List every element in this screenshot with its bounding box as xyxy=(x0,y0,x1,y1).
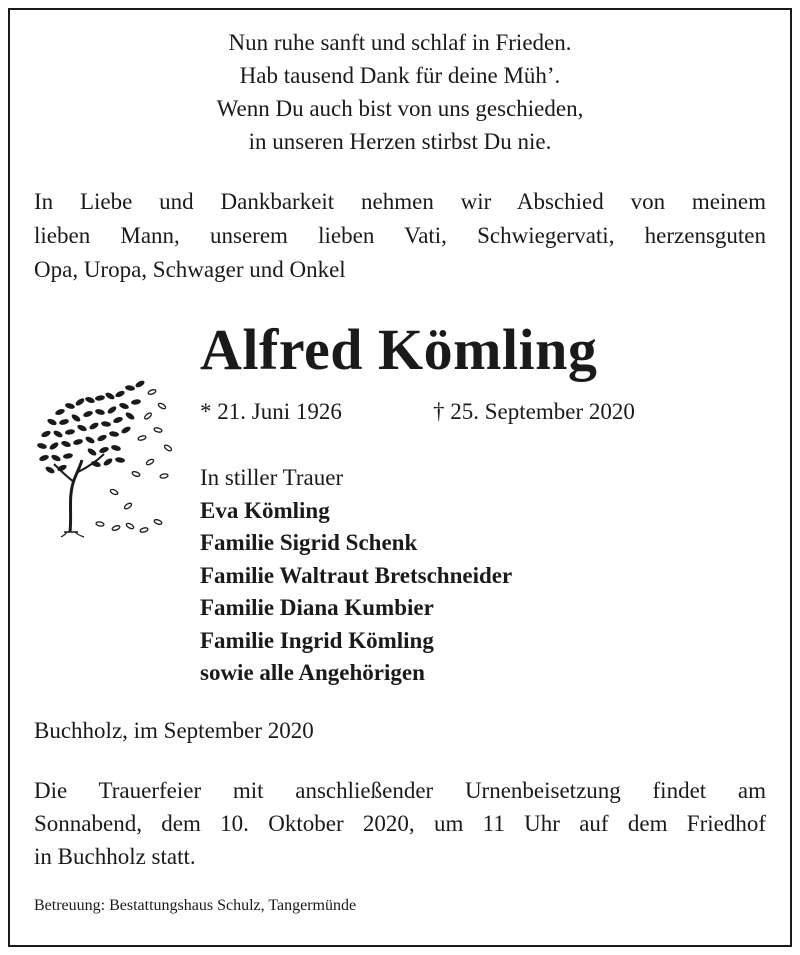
deceased-name: Alfred Kömling xyxy=(200,317,598,382)
mourner-name: Familie Ingrid Kömling xyxy=(200,627,434,653)
poem-line: in unseren Herzen stirbst Du nie. xyxy=(248,129,552,154)
funeral-service-info xyxy=(34,774,766,873)
poem-line: Hab tausend Dank für deine Müh’. xyxy=(239,63,561,88)
service-line: Sonnabend, dem 10. Oktober 2020, um 11 Uhr auf dem Friedhof xyxy=(34,811,766,836)
mourner-name: Eva Kömling xyxy=(200,497,330,523)
service-line: Die Trauerfeier mit anschließender Urnenbeisetzung findet am xyxy=(34,778,766,803)
intro-line: In Liebe und Dankbarkeit nehmen wir Abschied von meinem xyxy=(34,189,766,214)
intro-line: Opa, Uropa, Schwager und Onkel xyxy=(34,257,346,282)
mourner-name: Familie Sigrid Schenk xyxy=(200,530,418,555)
tree-with-falling-leaves-icon xyxy=(30,372,180,542)
mourner-name: sowie alle Angehörigen xyxy=(200,660,425,685)
birth-date: * 21. Juni 1926 xyxy=(200,399,342,424)
farewell-intro xyxy=(34,185,766,287)
place-and-date: Buchholz, im September 2020 xyxy=(34,718,314,743)
mourner-name: Familie Diana Kumbier xyxy=(200,595,434,620)
mourner-name: Familie Waltraut Bretschneider xyxy=(200,562,513,588)
death-date: † 25. September 2020 xyxy=(433,399,635,424)
mourning-heading: In stiller Trauer xyxy=(200,465,344,490)
intro-line: lieben Mann, unserem lieben Vati, Schwiegervati, herzensguten xyxy=(34,223,766,248)
funeral-home-credit: Betreuung: Bestattungshaus Schulz, Tangermünde xyxy=(34,897,357,914)
poem-line: Wenn Du auch bist von uns geschieden, xyxy=(216,96,584,121)
mourners-list xyxy=(200,462,512,690)
life-dates xyxy=(200,396,635,428)
service-line: in Buchholz statt. xyxy=(34,844,196,869)
memorial-poem xyxy=(0,26,800,158)
poem-line: Nun ruhe sanft und schlaf in Frieden. xyxy=(228,30,572,55)
